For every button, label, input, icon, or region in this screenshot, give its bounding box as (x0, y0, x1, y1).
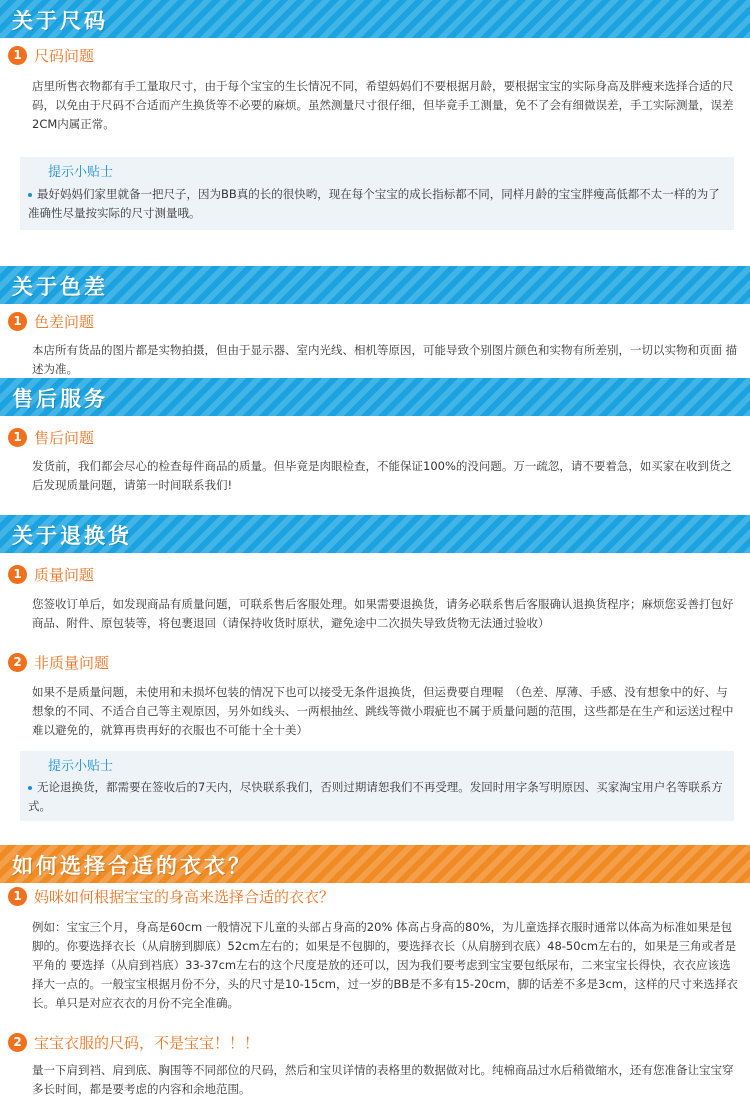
subheading-text: 售后问题 (34, 428, 95, 447)
subheading-text: 质量问题 (34, 565, 95, 584)
banner-title: 售后服务 (12, 387, 108, 411)
tip-text: 最好妈妈们家里就备一把尺子，因为BB真的长的很快哟，现在每个宝宝的成长指标都不同，同样月龄的宝宝胖瘦高低都不太一样的为了准确性尽量按实际的尺寸测量哦。 (28, 187, 720, 220)
tip-title: 提示小贴士 (48, 165, 114, 180)
subheading-text: 非质量问题 (34, 653, 110, 672)
paragraph-size-note: 量一下肩到裆、肩到底、胸围等不同部位的尺码，然后和宝贝详情的表格里的数据做对比。纯棉商品过水后稍微缩水，还有您准备让宝宝穿多长时间，都是要考虑的内容和余地范围。 (32, 1063, 734, 1096)
paragraph-non-quality: 如果不是质量问题，未使用和未损坏包装的情况下也可以接受无条件退换货，但运费要自理喔 （色差、厚薄、手感、没有想象中的好、与想象的不同、不适合自己等主观原因，另外如线头、一两根抽丝、跳线等微小瑕疵也不属于质量问题的范围，这些都是在生产和运送过程中难以避免的，就算再贵再好的衣服也不可能十全十美） (32, 685, 734, 737)
number-badge: 1 (8, 428, 27, 447)
number-badge: 1 (8, 312, 27, 331)
banner-title: 关于退换货 (12, 524, 132, 548)
bullet-dot-icon (28, 193, 32, 197)
section-banner-return (0, 515, 750, 553)
bullet-dot-icon (28, 786, 32, 790)
number-badge: 2 (8, 653, 27, 672)
paragraph-after-sales: 发货前，我们都会尽心的检查每件商品的质量。但毕竟是肉眼检查，不能保证100%的没问题。万一疏忽，请不要着急，如买家在收到货之后发现质量问题，请第一时间联系我们! (32, 459, 732, 492)
banner-title: 关于尺码 (12, 9, 108, 33)
paragraph-quality: 您签收订单后，如发现商品有质量问题，可联系售后客服处理。如果需要退换货，请务必联系售后客服确认退换货程序；麻烦您妥善打包好商品、附件、原包装等，将包裹退回（请保持收货时原状，避免途中二次损失导致货物无法通过验收） (32, 597, 734, 630)
tip-box-size (20, 157, 734, 230)
tip-text: 无论退换货，都需要在签收后的7天内，尽快联系我们，否则过期请恕我们不再受理。发回时用字条写明原因、买家淘宝用户名等联系方式。 (28, 780, 723, 813)
subheading-quality (8, 562, 94, 586)
section-banner-color (0, 266, 750, 304)
section-banner-size (0, 0, 750, 38)
number-badge: 1 (8, 887, 27, 906)
subheading-text: 妈咪如何根据宝宝的身高来选择合适的衣衣？ (34, 887, 335, 906)
paragraph-size: 店里所售衣物都有手工量取尺寸，由于每个宝宝的生长情况不同，希望妈妈们不要根据月龄，要根据宝宝的实际身高及胖瘦来选择合适的尺码，以免由于尺码不合适而产生换货等不必要的麻烦。虽然测量尺寸很仔细，但毕竟手工测量，免不了会有细微误差，手工实际测量，误差2CM内属正常。 (32, 79, 734, 131)
tip-body (28, 778, 724, 816)
banner-title: 如何选择合适的衣衣？ (12, 854, 252, 878)
paragraph-color: 本店所有货品的图片都是实物拍摄，但由于显示器、室内光线、相机等原因，可能导致个别图片颜色和实物有所差别，一切以实物和页面 描述为准。 (32, 343, 738, 376)
section-banner-choose (0, 845, 750, 883)
subheading-non-quality (8, 650, 109, 674)
number-badge: 2 (8, 1033, 27, 1052)
subheading-choose-height (8, 884, 334, 908)
number-badge: 1 (8, 46, 27, 65)
section-banner-after-sales (0, 378, 750, 416)
subheading-text: 色差问题 (34, 312, 95, 331)
subheading-after-sales (8, 425, 94, 449)
tip-body (28, 185, 724, 223)
subheading-color (8, 309, 94, 333)
subheading-text: 尺码问题 (34, 46, 95, 65)
subheading-size-note (8, 1030, 259, 1054)
tip-title: 提示小贴士 (48, 759, 114, 774)
tip-box-return (20, 751, 734, 821)
number-badge: 1 (8, 565, 27, 584)
paragraph-choose-height: 例如：宝宝三个月，身高是60cm 一般情况下儿童的头部占身高的20% 体高占身高的80%，为儿童选择衣服时通常以体高为标准如果是包脚的。你要选择衣长（从肩膀到脚底）52cm左右的；如果是不包脚的，要选择衣长（从肩膀到衣底）48-50cm左右的，如果是三角或者是平角的 要选择（从肩到裆底）33-37cm左右的这个尺度是放的还可以，因为我们要考虑到宝宝要包纸尿布，二来宝宝长得快，衣衣应该选择大一点的。一般宝宝根据月份不分，头的尺寸是10-15cm，过一岁的BB是不多有15-20cm，脚的话差不多是3cm，这样的尺寸来选择衣长。单只是对应衣衣的月份不完全准确。 (32, 920, 738, 1010)
banner-title: 关于色差 (12, 275, 108, 299)
subheading-text: 宝宝衣服的尺码，不是宝宝！！！ (34, 1033, 260, 1052)
subheading-size (8, 43, 94, 67)
